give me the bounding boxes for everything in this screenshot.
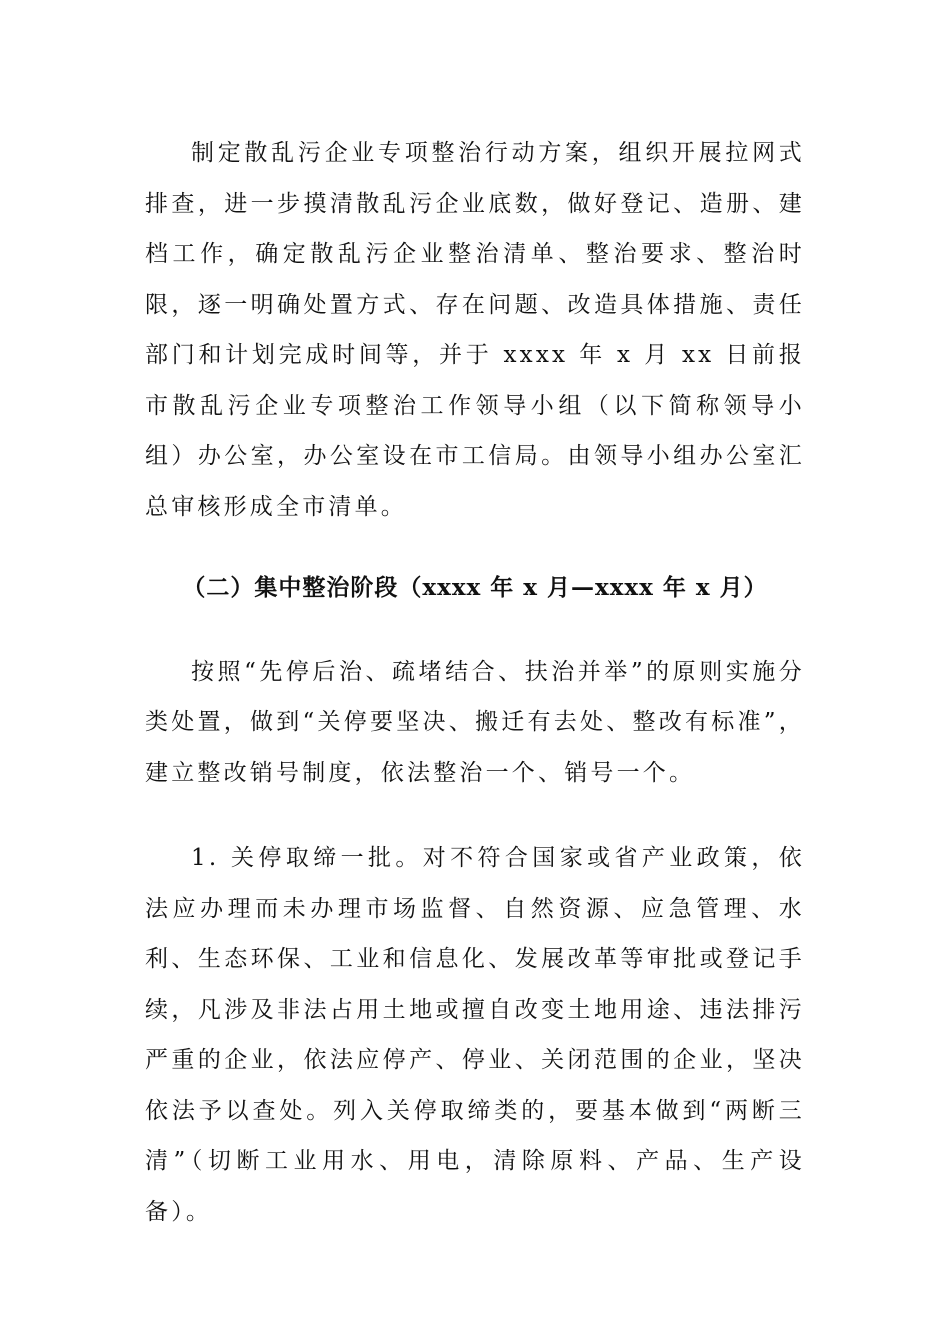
- document-page: [145, 128, 805, 1237]
- section-heading: （二）集中整治阶段（xxxx 年 x 月—xxxx 年 x 月）: [182, 574, 768, 601]
- body-paragraph: 制定散乱污企业专项整治行动方案，组织开展拉网式排查，进一步摸清散乱污企业底数，做好登记、造册、建档工作，确定散乱污企业整治清单、整治要求、整治时限，逐一明确处置方式、存在问题、改造具体措施、责任部门和计划完成时间等，并于 xxxx 年 x 月 xx 日前报市散乱污企业专项整治工作领导小组（以下简称领导小组）办公室，办公室设在市工信局。由领导小组办公室汇总审核形成全市清单。: [145, 140, 805, 520]
- body-paragraph: 1. 关停取缔一批。对不符合国家或省产业政策，依法应办理而未办理市场监督、自然资源、应急管理、水利、生态环保、工业和信息化、发展改革等审批或登记手续，凡涉及非法占用土地或擅自改变土地用途、违法排污严重的企业，依法应停产、停业、关闭范围的企业，坚决依法予以查处。列入关停取缔类的，要基本做到“两断三清”（切断工业用水、用电，清除原料、产品、生产设备）。: [145, 845, 805, 1225]
- body-paragraph: 按照“先停后治、疏堵结合、扶治并举”的原则实施分类处置，做到“关停要坚决、搬迁有去处、整改有标准”，建立整改销号制度，依法整治一个、销号一个。: [145, 658, 805, 786]
